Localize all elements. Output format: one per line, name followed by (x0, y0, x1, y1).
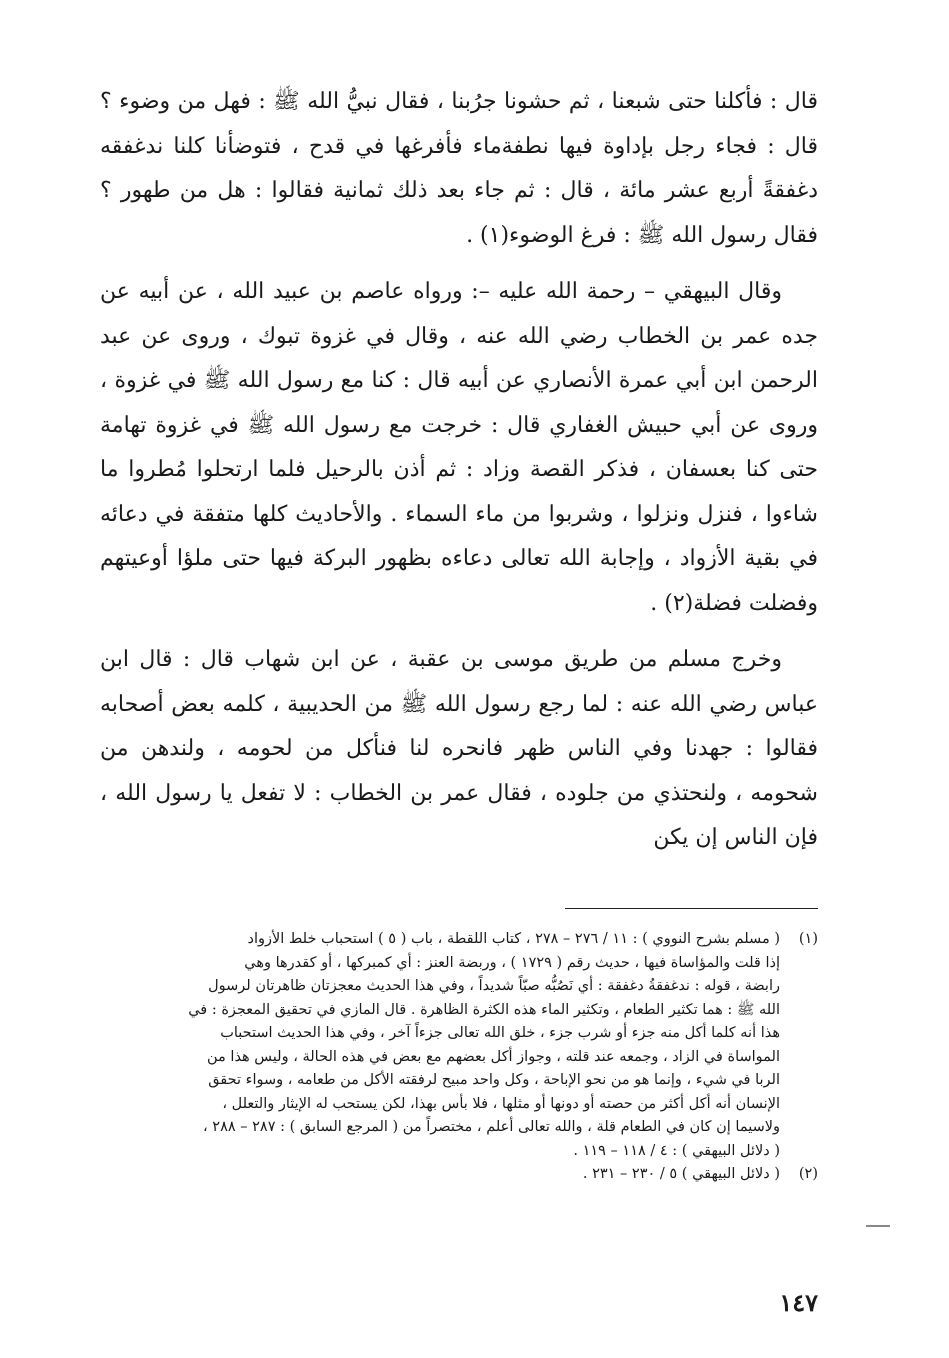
book-page (100, 80, 818, 1317)
footnote-2 (100, 1163, 818, 1187)
footnote-number: (٢) (798, 1166, 818, 1182)
paragraph-2: وقال البيهقي – رحمة الله عليه –: ورواه عاصم بن عبيد الله ، عن أبيه عن جده عمر بن الخطاب رضي الله عنه ، وقال في غزوة تبوك ، وروى عن عبد الرحمن ابن أبي عمرة الأنصاري عن أبيه قال : كنا مع رسول الله ﷺ في غزوة ، وروى عن أبي حبيش الغفاري قال : خرجت مع رسول الله ﷺ في غزوة تهامة حتى كنا بعسفان ، فذكر القصة وزاد : ثم أذن بالرحيل فلما ارتحلوا مُطروا ما شاءوا ، فنزل ونزلوا ، وشربوا من ماء السماء . والأحاديث كلها متفقة في دعائه في بقية الأزواد ، وإجابة الله تعالى دعاءه بظهور البركة فيها حتى ملؤا أوعيتهم وفضلت فضلة(٢) . (100, 279, 818, 616)
corner-mark (866, 1225, 890, 1227)
footnotes (100, 928, 818, 1187)
paragraph-3: وخرج مسلم من طريق موسى بن عقبة ، عن ابن شهاب قال : قال ابن عباس رضي الله عنه : لما رجع رسول الله ﷺ من الحديبية ، كلمه بعض أصحابه فقالوا : جهدنا وفي الناس ظهر فانحره لنا فنأكل من لحومه ، ولندهن من شحومه ، ولنحتذي من جلوده ، فقال عمر بن الخطاب : لا تفعل يا رسول الله ، فإن الناس إن يكن (100, 647, 818, 850)
main-text (100, 80, 818, 861)
footnote-number: (١) (798, 931, 818, 947)
page-number: ١٤٧ (779, 1288, 818, 1317)
footnote-text: ( دلائل البيهقي ) ٥ / ٢٣٠ – ٢٣١ . (582, 1166, 780, 1182)
paragraph-1: قال : فأكلنا حتى شبعنا ، ثم حشونا جرُبنا ، فقال نبيُّ الله ﷺ : فهل من وضوء ؟ قال : فجاء رجل بإداوة فيها نطفةماء فأفرغها في قدح ، فتوضأنا كلنا ندغفقه دغفقةً أربع عشر مائة ، قال : ثم جاء بعد ذلك ثمانية فقالوا : هل من طهور ؟ فقال رسول الله ﷺ : فرغ الوضوء(١) . (100, 89, 818, 248)
footnote-1 (100, 928, 818, 1163)
footnote-text: ( مسلم بشرح النووي ) : ١١ / ٢٧٦ – ٢٧٨ ، كتاب اللقطة ، باب ( ٥ ) استحباب خلط الأزواد إذا قلت والمؤاساة فيها ، حديث رقم ( ١٧٢٩ ) ، وربضة العنز : أي كمبركها ، أو كقدرها وهي رابضة ، قوله : ندغفقةُ دغفقة : أي نَصُبُّه صبّاً شديداً ، وفي هذا الحديث معجزتان ظاهرتان لرسول الله ﷺ : هما تكثير الطعام ، وتكثير الماء هذه الكثرة الظاهرة . قال المازي في تحقيق المعجزة : في هذا أنه كلما أكل منه جزء أو شرب جزء ، خلق الله تعالى جزءاً آخر ، وفي هذا الحديث استحباب المواساة في الزاد ، وجمعه عند قلته ، وجواز أكل بعضهم مع بعض في هذه الحالة ، وليس هذا من الربا في شيء ، وإنما هو من نحو الإباحة ، وكل واحد مبيح لرفقته الأكل من طعامه ، وسواء تحقق الإنسان أنه أكل أكثر من حصته أو دونها أو مثلها ، فلا بأس بهذا، لكن يستحب له الإيثار والتعلل ، ولاسيما إن كان في الطعام قلة ، والله تعالى أعلم ، مختصراً من ( المرجع السابق ) : ٢٨٧ – ٢٨٨ ، ( دلائل البيهقي ) : ٤ / ١١٨ – ١١٩ . (188, 931, 780, 1159)
footnote-divider (565, 908, 818, 909)
